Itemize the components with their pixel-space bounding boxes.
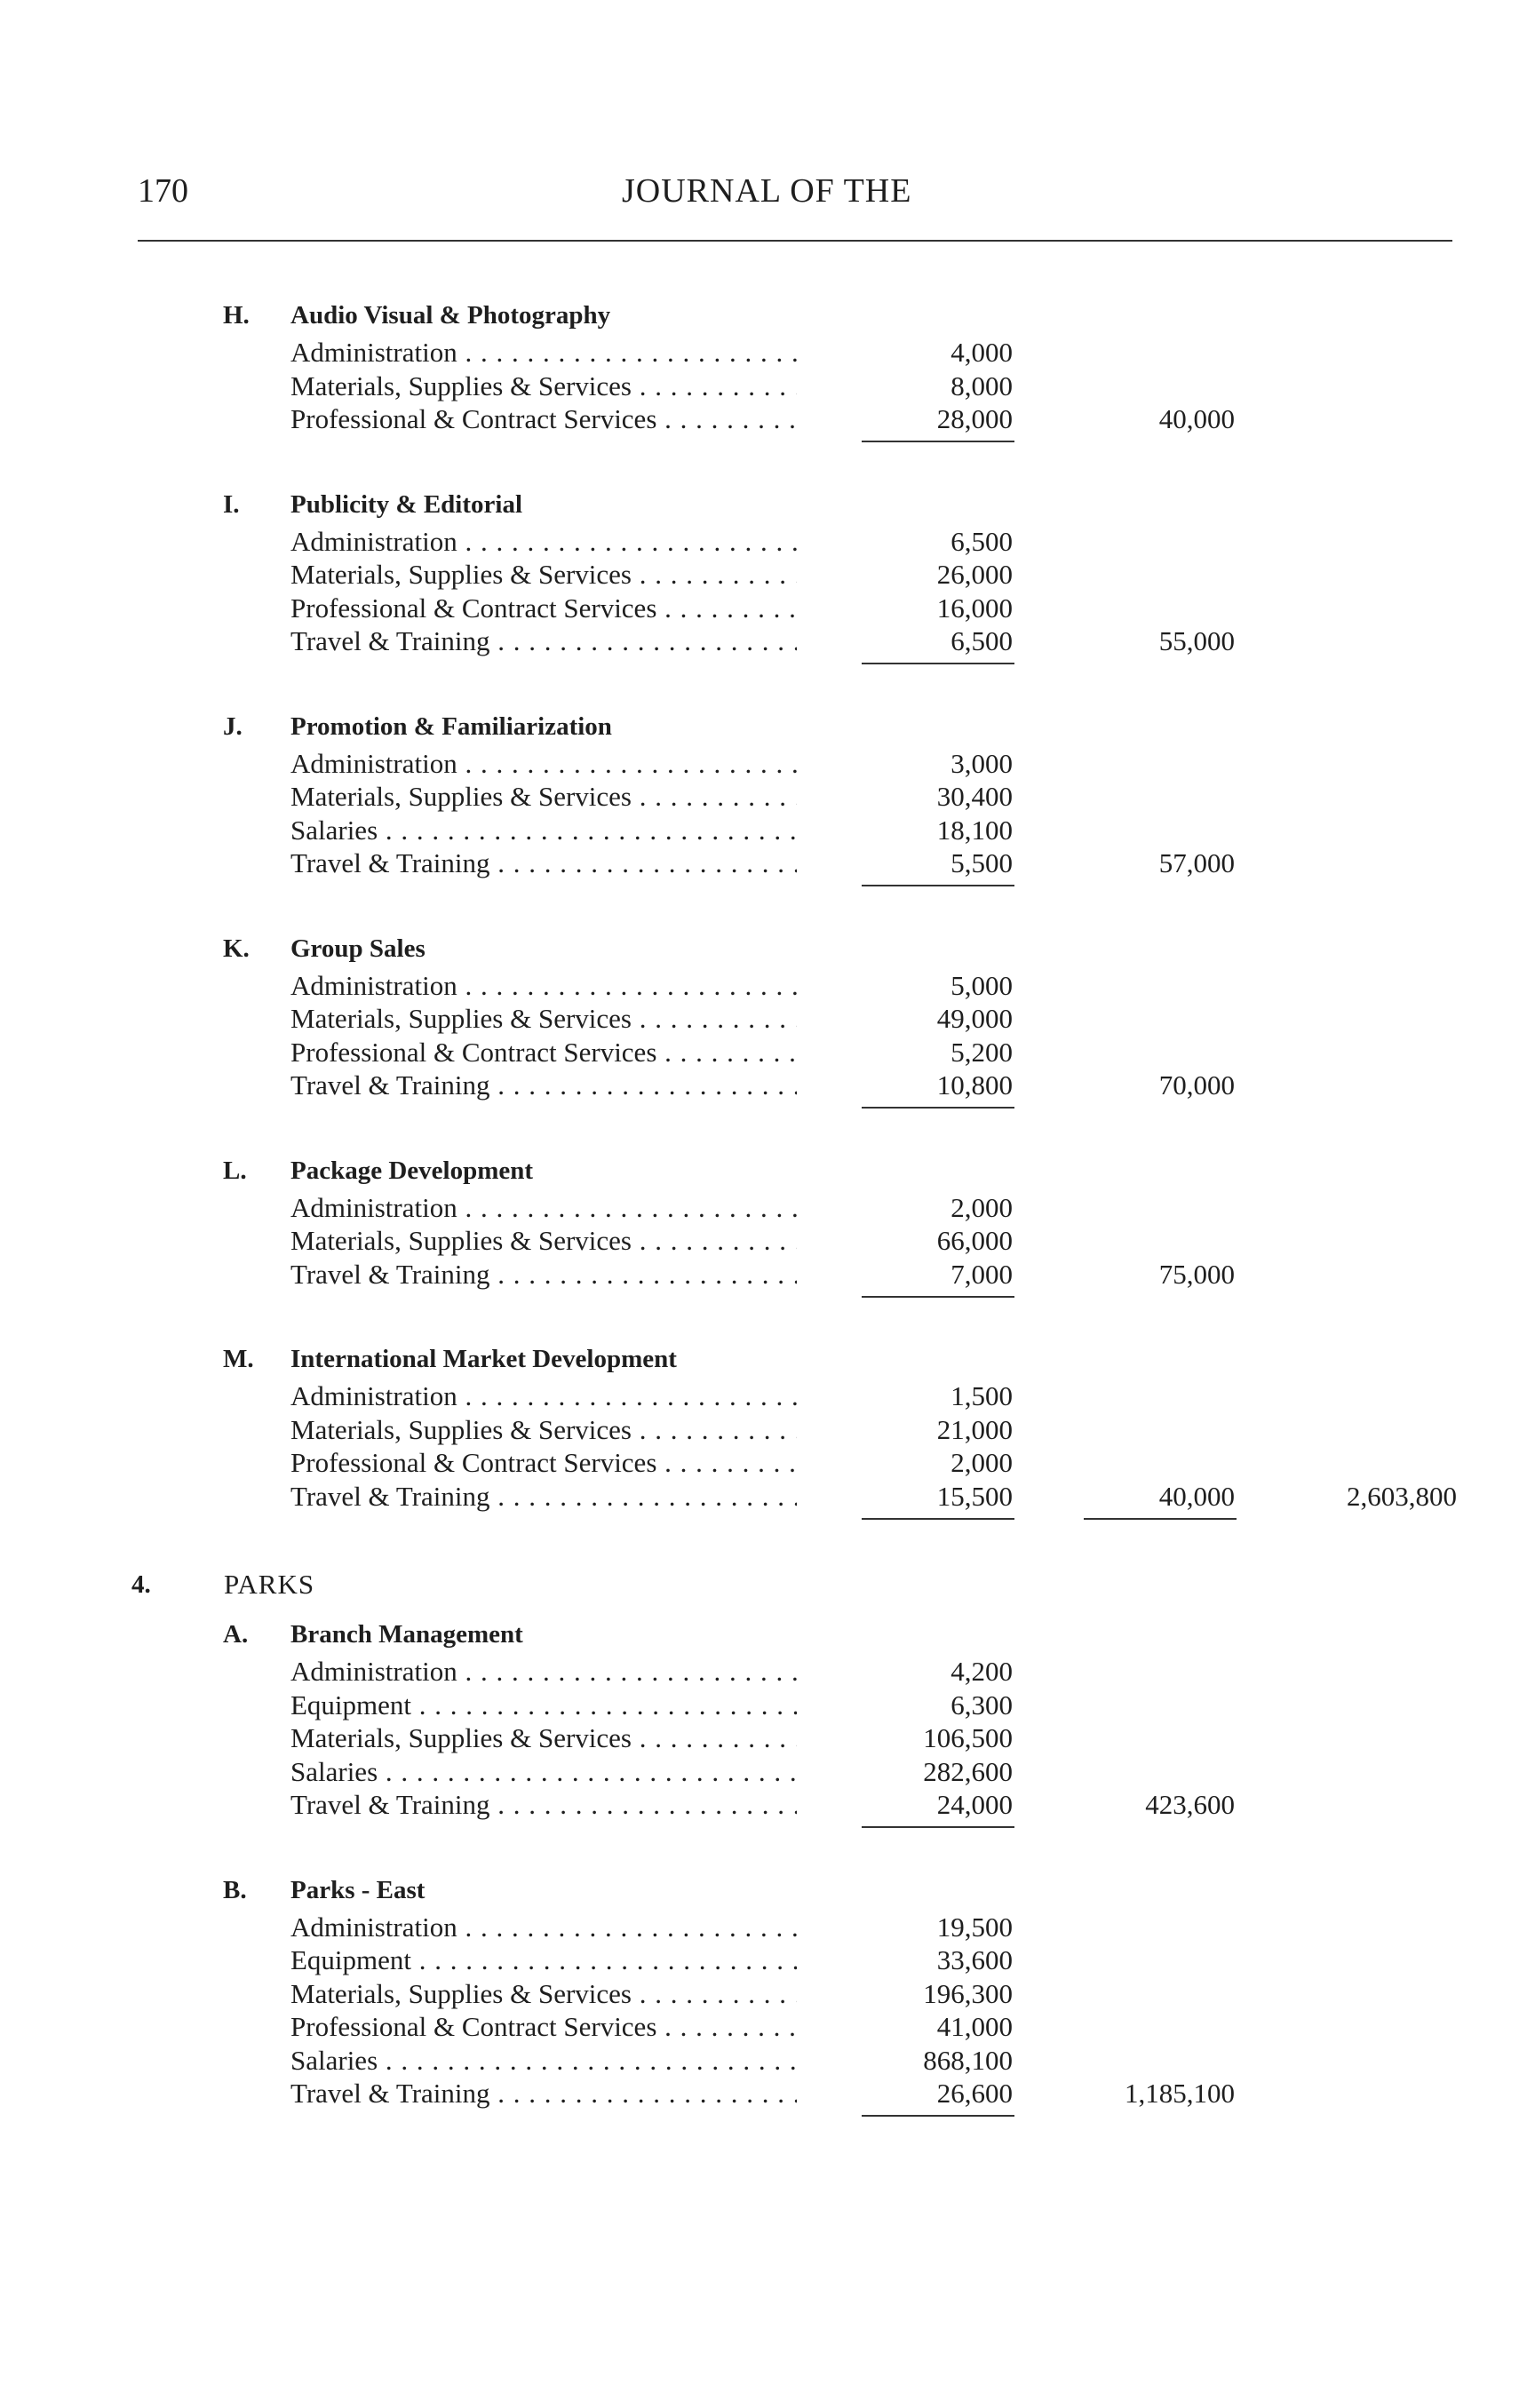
line-item xyxy=(0,746,1527,780)
line-item-label: Travel & Training . . . xyxy=(290,1789,797,1821)
line-item-label: Administration . . . xyxy=(290,1911,797,1943)
subsection-letter: H. xyxy=(223,301,250,330)
line-item-label: Administration . . . xyxy=(290,748,797,780)
line-item xyxy=(0,813,1527,846)
line-item xyxy=(0,779,1527,813)
line-item xyxy=(0,1257,1527,1291)
subsection-letter: I. xyxy=(223,489,240,519)
line-item-amount: 5,500 xyxy=(835,847,1013,879)
subsection-total: 55,000 xyxy=(1158,625,1235,656)
budget-subsection xyxy=(0,1871,1527,2110)
line-item-label: Materials, Supplies & Services . . . xyxy=(290,1225,797,1257)
section-number: 4. xyxy=(131,1570,151,1599)
line-item-label: Materials, Supplies & Services . . . xyxy=(290,781,797,813)
line-item-amount: 6,500 xyxy=(835,625,1013,657)
line-item-amount: 16,000 xyxy=(936,592,1013,624)
line-item-label: Professional & Contract Services . . . xyxy=(290,592,797,624)
line-item xyxy=(0,624,1527,657)
line-item-label: Travel & Training . . . xyxy=(290,1481,797,1513)
line-item-label: Administration . . . xyxy=(290,1380,797,1412)
line-item xyxy=(0,2043,1527,2077)
line-item-amount: 4,000 xyxy=(950,337,1013,368)
line-item xyxy=(0,401,1527,435)
line-item-label: Materials, Supplies & Services . . . xyxy=(290,1414,797,1446)
subsection-title: Branch Management xyxy=(290,1620,523,1649)
budget-subsection xyxy=(0,929,1527,1101)
line-item-amount: 8,000 xyxy=(950,370,1013,401)
subsection-letter: J. xyxy=(223,711,243,741)
subsection-heading xyxy=(0,296,1527,335)
subsection-title: Parks - East xyxy=(290,1875,425,1904)
subsection-heading xyxy=(0,1151,1527,1190)
subsection-letter: M. xyxy=(223,1345,254,1373)
line-item-label: Travel & Training . . . xyxy=(290,625,797,657)
line-item-amount: 4,200 xyxy=(950,1656,1013,1687)
line-item-amount: 21,000 xyxy=(936,1413,1013,1445)
line-item-label: Materials, Supplies & Services . . . xyxy=(290,370,797,402)
line-item-amount: 24,000 xyxy=(835,1789,1013,1821)
subsection-heading xyxy=(0,1339,1527,1379)
budget-listing xyxy=(0,296,1527,2159)
line-item-label: Salaries . . . xyxy=(290,815,797,846)
line-item-amount: 196,300 xyxy=(923,1977,1013,2009)
line-item xyxy=(0,1688,1527,1721)
line-item xyxy=(0,1190,1527,1224)
subsection-total: 70,000 xyxy=(1158,1069,1235,1101)
line-item xyxy=(0,524,1527,558)
subsection-heading xyxy=(0,929,1527,968)
line-item-amount: 66,000 xyxy=(936,1225,1013,1256)
line-item-label: Administration . . . xyxy=(290,1192,797,1224)
line-item-amount: 19,500 xyxy=(936,1911,1013,1943)
subsection-total: 423,600 xyxy=(1145,1789,1235,1820)
line-item-amount: 49,000 xyxy=(936,1003,1013,1034)
header-rule xyxy=(138,240,1452,242)
line-item xyxy=(0,1754,1527,1788)
line-item-label: Materials, Supplies & Services . . . xyxy=(290,1978,797,2010)
line-item-label: Salaries . . . xyxy=(290,2045,797,2077)
line-item xyxy=(0,1412,1527,1446)
line-item-amount: 26,000 xyxy=(936,559,1013,590)
line-item-label: Professional & Contract Services . . . xyxy=(290,2011,797,2043)
line-item-amount: 5,000 xyxy=(950,969,1013,1001)
line-item xyxy=(0,1479,1527,1513)
line-item-amount: 282,600 xyxy=(923,1755,1013,1787)
line-item-label: Equipment . . . xyxy=(290,1689,797,1721)
budget-subsection xyxy=(0,1615,1527,1821)
budget-subsection xyxy=(0,1151,1527,1291)
subsection-title: Audio Visual & Photography xyxy=(290,301,611,330)
line-item xyxy=(0,2076,1527,2110)
subsection-total: 1,185,100 xyxy=(1125,2078,1235,2109)
line-item-label: Administration . . . xyxy=(290,337,797,369)
line-item-amount: 3,000 xyxy=(950,747,1013,779)
line-item-amount: 41,000 xyxy=(936,2011,1013,2042)
subsection-letter: L. xyxy=(223,1156,247,1185)
line-item xyxy=(0,846,1527,879)
subsection-heading xyxy=(0,707,1527,746)
line-item xyxy=(0,1035,1527,1069)
line-item xyxy=(0,1787,1527,1821)
subsection-total: 75,000 xyxy=(1158,1258,1235,1290)
line-item-label: Administration . . . xyxy=(290,1656,797,1688)
line-item xyxy=(0,1223,1527,1257)
division-grand-total: 2,603,800 xyxy=(1347,1480,1457,1512)
line-item xyxy=(0,1654,1527,1688)
line-item-amount: 15,500 xyxy=(835,1481,1013,1513)
line-item xyxy=(0,1001,1527,1035)
line-item-amount: 2,000 xyxy=(950,1191,1013,1223)
line-item-amount: 6,300 xyxy=(950,1689,1013,1721)
line-item-amount: 18,100 xyxy=(936,814,1013,846)
subsection-total: 40,000 xyxy=(1022,1481,1235,1513)
line-item xyxy=(0,369,1527,402)
line-item xyxy=(0,1445,1527,1479)
subsection-total: 57,000 xyxy=(1158,847,1235,878)
line-item-amount: 868,100 xyxy=(923,2044,1013,2076)
line-item xyxy=(0,1943,1527,1976)
subsection-title: Publicity & Editorial xyxy=(290,489,522,519)
line-item-amount: 30,400 xyxy=(936,781,1013,812)
line-item-label: Administration . . . xyxy=(290,970,797,1002)
line-item-label: Professional & Contract Services . . . xyxy=(290,1447,797,1479)
subsection-heading xyxy=(0,1871,1527,1910)
section-heading xyxy=(0,1562,1527,1606)
section-title: PARKS xyxy=(224,1569,315,1600)
line-item-label: Materials, Supplies & Services . . . xyxy=(290,1722,797,1754)
subsection-heading xyxy=(0,1615,1527,1654)
subsection-letter: K. xyxy=(223,934,250,963)
line-item-amount: 10,800 xyxy=(835,1069,1013,1101)
line-item xyxy=(0,968,1527,1002)
line-item-label: Professional & Contract Services . . . xyxy=(290,1037,797,1069)
line-item-label: Equipment . . . xyxy=(290,1944,797,1976)
line-item-amount: 6,500 xyxy=(950,525,1013,557)
subsection-title: Package Development xyxy=(290,1156,534,1185)
line-item-label: Travel & Training . . . xyxy=(290,1259,797,1291)
line-item xyxy=(0,335,1527,369)
line-item-amount: 106,500 xyxy=(923,1722,1013,1753)
line-item-amount: 7,000 xyxy=(835,1259,1013,1291)
line-item-amount: 26,600 xyxy=(835,2078,1013,2110)
line-item-label: Travel & Training . . . xyxy=(290,847,797,879)
line-item-label: Travel & Training . . . xyxy=(290,2078,797,2110)
budget-subsection xyxy=(0,485,1527,657)
line-item-amount: 2,000 xyxy=(950,1447,1013,1478)
line-item-amount: 33,600 xyxy=(936,1944,1013,1975)
subsection-letter: A. xyxy=(223,1620,249,1649)
line-item xyxy=(0,1721,1527,1754)
line-item xyxy=(0,591,1527,624)
subsection-title: Promotion & Familiarization xyxy=(290,711,612,741)
subsection-title: International Market Development xyxy=(290,1345,677,1373)
budget-subsection xyxy=(0,707,1527,879)
line-item-label: Professional & Contract Services . . . xyxy=(290,403,797,435)
line-item xyxy=(0,1379,1527,1412)
line-item xyxy=(0,1910,1527,1943)
page-number: 170 xyxy=(138,172,188,210)
line-item-amount: 5,200 xyxy=(950,1036,1013,1068)
line-item xyxy=(0,1976,1527,2010)
line-item-label: Administration . . . xyxy=(290,526,797,558)
budget-subsection xyxy=(0,1339,1527,1512)
line-item xyxy=(0,1068,1527,1101)
line-item-label: Materials, Supplies & Services . . . xyxy=(290,559,797,591)
line-item-label: Travel & Training . . . xyxy=(290,1069,797,1101)
subsection-letter: B. xyxy=(223,1875,247,1904)
subsection-title: Group Sales xyxy=(290,934,425,963)
line-item-label: Salaries . . . xyxy=(290,1756,797,1788)
running-head: JOURNAL OF THE xyxy=(622,172,912,210)
subsection-total: 40,000 xyxy=(1158,403,1235,434)
budget-subsection xyxy=(0,296,1527,435)
line-item-label: Materials, Supplies & Services . . . xyxy=(290,1003,797,1035)
line-item-amount: 28,000 xyxy=(835,403,1013,435)
subsection-heading xyxy=(0,485,1527,524)
line-item xyxy=(0,557,1527,591)
line-item xyxy=(0,2009,1527,2043)
line-item-amount: 1,500 xyxy=(950,1380,1013,1411)
